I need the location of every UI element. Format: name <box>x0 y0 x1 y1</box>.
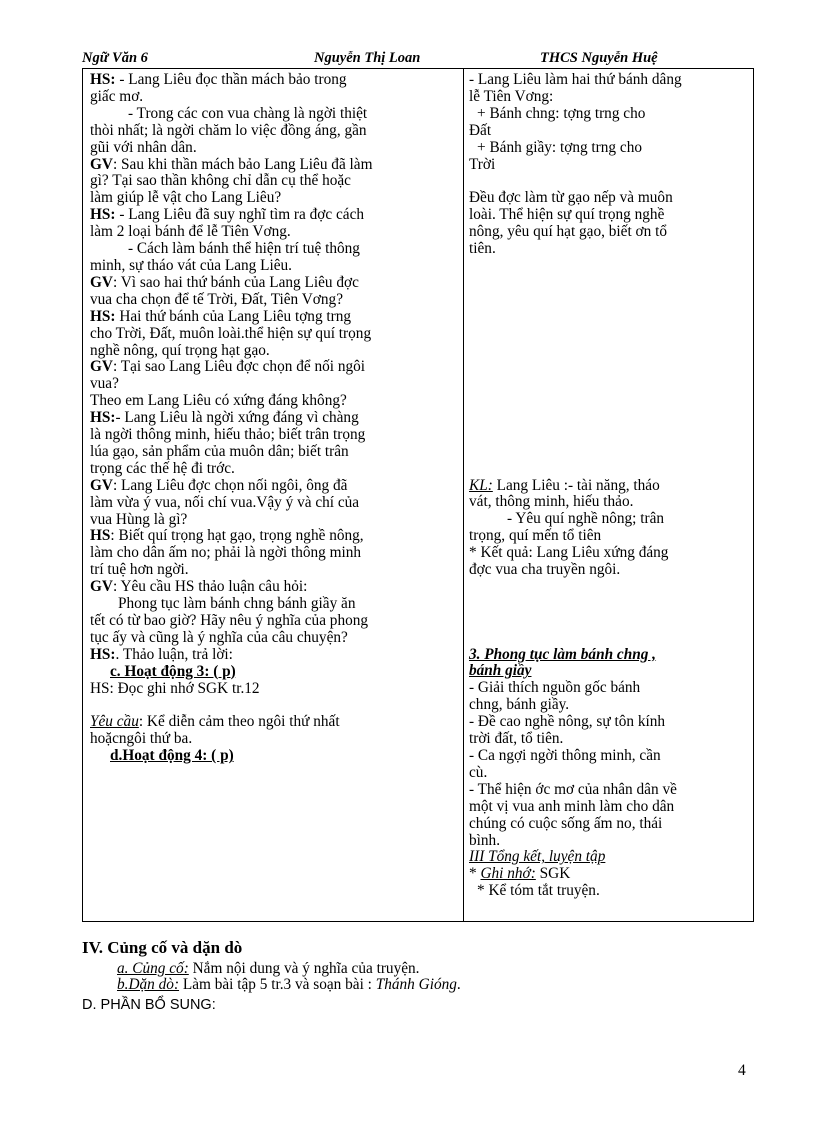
text-line: GV: Sau khi thần mách bảo Lang Liêu đã làm <box>90 155 373 173</box>
text-line: GV: Tại sao Lang Liêu đợc chọn để nối ngôi <box>90 358 366 376</box>
text-line: vua cha chọn để tế Trời, Đất, Tiên Vơng? <box>90 290 343 308</box>
text-line: gũi với nhân dân. <box>90 138 197 156</box>
text-line: tết có từ bao giờ? Hãy nêu ý nghĩa của phong <box>90 612 369 629</box>
text-line: - Ca ngợi ngời thông minh, cần <box>469 746 661 764</box>
text-line: Trời <box>469 155 496 173</box>
text-line: nông, yêu quí hạt gạo, biết ơn tổ <box>469 223 667 241</box>
text-line: Đất <box>469 121 492 139</box>
text-line: làm cho dân ấm no; phải là ngời thông minh <box>90 544 362 562</box>
text-line: thòi nhất; là ngời chăm lo việc đồng áng, gần <box>90 121 367 139</box>
text-line: - Lang Liêu làm hai thứ bánh dâng <box>469 71 682 88</box>
text-line: cho Trời, Đất, muôn loài.thể hiện sự quí trọng <box>90 324 372 342</box>
text-line: + Bánh chng: tợng trng cho <box>477 104 646 122</box>
text-line: GV: Lang Liêu đợc chọn nối ngôi, ông đã <box>90 476 348 494</box>
text-line: là ngời thông minh, hiếu thảo; biết trân trọng <box>90 426 366 444</box>
text-line: GV: Vì sao hai thứ bánh của Lang Liêu đợc <box>90 273 359 291</box>
text-line: Yêu cầu: Kể diễn cảm theo ngôi thứ nhất <box>90 713 340 731</box>
column-divider <box>463 69 464 921</box>
text-line: hoặcngôi thứ ba. <box>90 730 193 748</box>
text-line: - Thể hiện ớc mơ của nhân dân về <box>469 780 677 798</box>
text-line: Theo em Lang Liêu có xứng đáng không? <box>90 392 347 410</box>
text-line: HS: - Lang Liêu đã suy nghĩ tìm ra đợc cách <box>90 206 365 224</box>
text-line: loài. Thể hiện sự quí trọng nghề <box>469 206 665 224</box>
section-heading: IV. Củng cố và dặn dò <box>82 938 243 957</box>
text-line: lúa gạo, sản phẩm của muôn dân; biết trân <box>90 442 349 460</box>
text-line: HS: - Lang Liêu đọc thần mách bảo trong <box>90 71 347 88</box>
page-number: 4 <box>738 1062 746 1079</box>
text-line: vát, thông minh, hiếu thảo. <box>469 493 634 511</box>
text-line: * Ghi nhớ: SGK <box>469 865 571 883</box>
text-line: HS: Biết quí trọng hạt gạo, trọng nghề nông, <box>90 527 364 545</box>
homework-line: b.Dặn dò: Làm bài tập 5 tr.3 và soạn bài : Thánh Gióng. <box>117 976 461 993</box>
header-teacher: Nguyễn Thị Loan <box>314 50 421 66</box>
text-line: - Trong các con vua chàng là ngời thiệt <box>128 104 368 122</box>
text-line: bình. <box>469 831 501 849</box>
text-line: trí tuệ hơn ngời. <box>90 561 189 579</box>
text-line: trọng, quí mến tổ tiên <box>469 527 602 545</box>
text-line: * Kể tóm tắt truyện. <box>477 882 600 900</box>
text-line: + Bánh giầy: tợng trng cho <box>477 138 642 156</box>
text-line: trọng các thế hệ đi trớc. <box>90 459 235 477</box>
text-line: vua Hùng là gì? <box>90 510 188 528</box>
text-line: minh, sự tháo vát của Lang Liêu. <box>90 256 292 274</box>
teacher-student-column <box>90 72 458 765</box>
text-line: tiên. <box>469 240 496 258</box>
text-line: cù. <box>469 763 488 781</box>
header-subject: Ngữ Văn 6 <box>82 50 148 66</box>
text-line: tục ấy và cũng là ý nghĩa của câu chuyện? <box>90 628 348 646</box>
text-line: giấc mơ. <box>90 87 144 105</box>
text-line: làm 2 loại bánh để lễ Tiên Vơng. <box>90 223 291 241</box>
text-line: * Kết quả: Lang Liêu xứng đáng <box>469 544 669 562</box>
header-school: THCS Nguyễn Huệ <box>540 50 658 66</box>
text-line: vua? <box>90 375 119 393</box>
text-line: KL: Lang Liêu :- tài năng, tháo <box>469 476 660 494</box>
text-line: HS:. Thảo luận, trả lời: <box>90 645 233 663</box>
text-line: Phong tục làm bánh chng bánh giầy ăn <box>118 595 356 613</box>
supplement-heading: D. PHẦN BỔ SUNG: <box>82 997 216 1013</box>
text-line: - Cách làm bánh thể hiện trí tuệ thông <box>128 240 360 258</box>
text-line: đợc vua cha truyền ngôi. <box>469 561 621 579</box>
text-line: làm giúp lễ vật cho Lang Liêu? <box>90 189 282 207</box>
content-column <box>469 72 751 900</box>
text-line: - Giải thích nguồn gốc bánh <box>469 679 641 697</box>
text-line: một vị vua anh minh làm cho dân <box>469 797 675 815</box>
activity-3-heading: c. Hoạt động 3: ( p) <box>110 662 236 680</box>
text-line: trời đất, tổ tiên. <box>469 730 564 748</box>
text-line: lễ Tiên Vơng: <box>469 87 554 105</box>
page-header <box>82 52 754 69</box>
text-line: Đều đợc làm từ gạo nếp và muôn <box>469 189 673 207</box>
text-line: HS:- Lang Liêu là ngời xứng đáng vì chàng <box>90 409 359 427</box>
text-line: - Yêu quí nghề nông; trân <box>507 510 665 528</box>
summary-heading: III Tổng kết, luyện tập <box>469 848 606 866</box>
section-3-heading-cont: bánh giầy <box>469 662 532 680</box>
text-line: chúng có cuộc sống ấm no, thái <box>469 814 663 832</box>
activity-4-heading: d.Hoạt động 4: ( p) <box>110 747 234 765</box>
text-line: - Đề cao nghề nông, sự tôn kính <box>469 713 666 731</box>
text-line: HS: Hai thứ bánh của Lang Liêu tợng trng <box>90 307 352 325</box>
text-line: GV: Yêu cầu HS thảo luận câu hỏi: <box>90 578 308 596</box>
text-line: chng, bánh giầy. <box>469 696 570 714</box>
text-line: HS: Đọc ghi nhớ SGK tr.12 <box>90 679 260 697</box>
lesson-table <box>82 69 754 922</box>
text-line: nghề nông, quí trọng hạt gạo. <box>90 341 270 359</box>
consolidation-line: a. Củng cố: Nắm nội dung và ý nghĩa của truyện. <box>117 960 420 977</box>
text-line: làm vừa ý vua, nối chí vua.Vậy ý và chí của <box>90 493 360 511</box>
text-line: gì? Tại sao thần không chỉ dẫn cụ thể hoặc <box>90 172 351 190</box>
section-3-heading: 3. Phong tục làm bánh chng , <box>469 645 657 663</box>
